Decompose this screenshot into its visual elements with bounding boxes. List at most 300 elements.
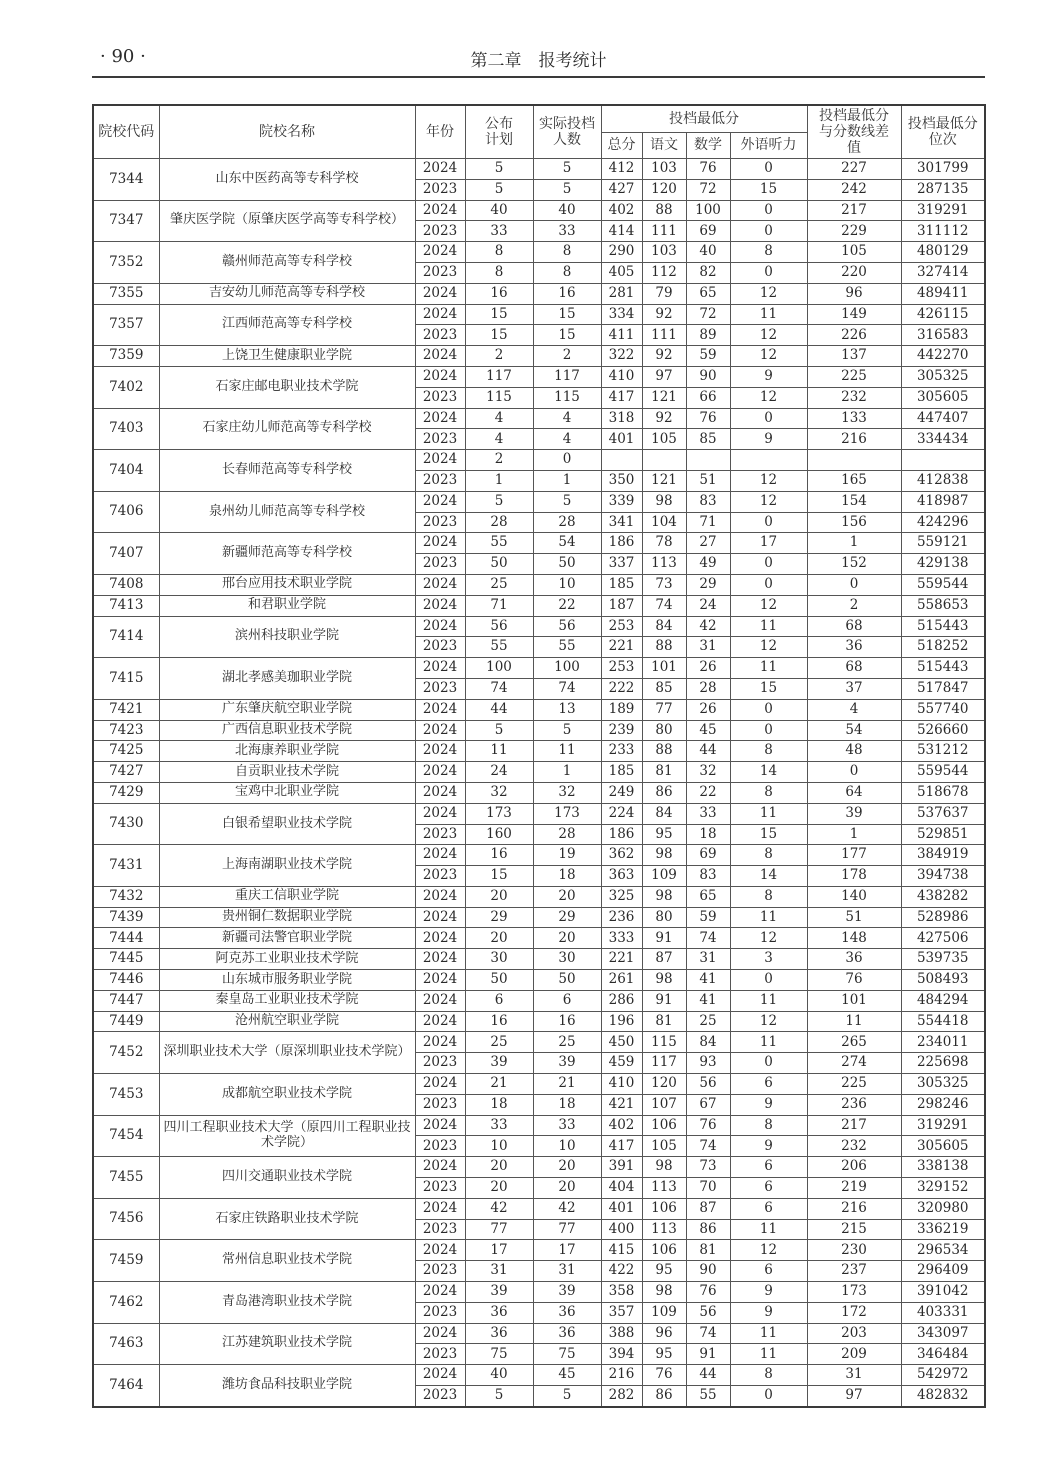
cell-year: 2024 [415,1240,465,1261]
cell-chinese: 105 [642,1136,686,1157]
cell-plan: 8 [465,242,533,263]
cell-foreign: 12 [730,387,807,408]
school-name: 贵州铜仁数据职业学院 [159,907,415,928]
cell-plan: 74 [465,678,533,699]
cell-rank: 539735 [901,949,985,970]
admission-score-table [92,104,986,1408]
cell-diff: 51 [807,907,901,928]
cell-total: 196 [601,1011,642,1032]
cell-plan: 29 [465,907,533,928]
cell-foreign: 11 [730,907,807,928]
school-name: 石家庄邮电职业技术学院 [159,366,415,408]
cell-actual: 5 [533,159,601,180]
school-name: 邢台应用技术职业学院 [159,574,415,595]
col-header-code: 院校代码 [93,105,159,159]
cell-actual: 8 [533,262,601,283]
cell-plan: 4 [465,429,533,450]
cell-math: 76 [686,408,730,429]
cell-foreign: 0 [730,408,807,429]
col-header-actual [533,105,601,159]
cell-foreign: 11 [730,1344,807,1365]
cell-foreign: 6 [730,1157,807,1178]
cell-total: 224 [601,803,642,824]
cell-actual: 32 [533,782,601,803]
cell-rank: 343097 [901,1323,985,1344]
cell-math: 71 [686,512,730,533]
cell-math: 18 [686,824,730,845]
cell-actual: 1 [533,470,601,491]
cell-rank: 508493 [901,970,985,991]
cell-foreign [730,450,807,471]
cell-year: 2024 [415,720,465,741]
cell-diff: 219 [807,1178,901,1199]
cell-math: 72 [686,179,730,200]
school-code: 7406 [93,491,159,533]
cell-diff: 156 [807,512,901,533]
cell-math: 69 [686,845,730,866]
cell-year: 2024 [415,990,465,1011]
cell-year: 2023 [415,1219,465,1240]
page-number: · 90 · [100,46,146,67]
cell-year: 2023 [415,1178,465,1199]
cell-plan: 39 [465,1053,533,1074]
col-header-math: 数学 [686,133,730,159]
cell-chinese: 77 [642,699,686,720]
cell-chinese: 98 [642,1282,686,1303]
cell-total: 318 [601,408,642,429]
cell-year: 2024 [415,1198,465,1219]
cell-chinese: 96 [642,1323,686,1344]
cell-rank: 316583 [901,325,985,346]
cell-chinese: 85 [642,678,686,699]
cell-total: 334 [601,304,642,325]
cell-foreign: 0 [730,221,807,242]
school-code: 7427 [93,762,159,783]
cell-chinese: 76 [642,1365,686,1386]
cell-actual: 39 [533,1282,601,1303]
school-code: 7463 [93,1323,159,1365]
cell-total: 185 [601,574,642,595]
cell-actual: 13 [533,699,601,720]
cell-diff: 172 [807,1302,901,1323]
cell-total: 415 [601,1240,642,1261]
table-row [93,1157,985,1178]
cell-total: 239 [601,720,642,741]
cell-actual: 1 [533,762,601,783]
cell-actual: 77 [533,1219,601,1240]
cell-actual: 33 [533,221,601,242]
cell-year: 2024 [415,949,465,970]
cell-rank: 346484 [901,1344,985,1365]
table-row [93,658,985,679]
table-row [93,595,985,616]
cell-total: 401 [601,1198,642,1219]
cell-actual: 25 [533,1032,601,1053]
cell-foreign: 6 [730,1198,807,1219]
cell-math: 81 [686,1240,730,1261]
col-header-rank [901,105,985,159]
col-header-name: 院校名称 [159,105,415,159]
cell-math: 90 [686,1261,730,1282]
cell-chinese: 106 [642,1240,686,1261]
cell-plan: 31 [465,1261,533,1282]
school-code: 7347 [93,200,159,242]
cell-foreign: 11 [730,990,807,1011]
cell-total: 410 [601,1074,642,1095]
cell-total: 402 [601,200,642,221]
cell-year: 2024 [415,616,465,637]
school-name: 新疆师范高等专科学校 [159,533,415,575]
cell-math: 67 [686,1094,730,1115]
cell-actual: 42 [533,1198,601,1219]
cell-year: 2024 [415,886,465,907]
cell-foreign: 0 [730,200,807,221]
cell-rank: 296534 [901,1240,985,1261]
cell-rank: 305605 [901,387,985,408]
cell-actual: 5 [533,720,601,741]
cell-actual: 20 [533,1157,601,1178]
cell-total: 410 [601,366,642,387]
school-name: 上海南湖职业技术学院 [159,845,415,887]
cell-foreign: 6 [730,1074,807,1095]
cell-diff: 217 [807,200,901,221]
school-name: 泉州幼儿师范高等专科学校 [159,491,415,533]
cell-math: 59 [686,346,730,367]
school-code: 7444 [93,928,159,949]
cell-rank: 391042 [901,1282,985,1303]
cell-rank: 320980 [901,1198,985,1219]
cell-foreign: 11 [730,1032,807,1053]
cell-math: 83 [686,491,730,512]
cell-foreign: 11 [730,304,807,325]
cell-rank: 482832 [901,1386,985,1407]
cell-math: 40 [686,242,730,263]
cell-rank: 438282 [901,886,985,907]
cell-foreign: 12 [730,928,807,949]
cell-math: 29 [686,574,730,595]
school-name: 四川交通职业技术学院 [159,1157,415,1199]
cell-chinese: 74 [642,595,686,616]
school-code: 7429 [93,782,159,803]
cell-math: 87 [686,1198,730,1219]
cell-chinese: 109 [642,1302,686,1323]
cell-diff: 237 [807,1261,901,1282]
school-name: 重庆工信职业学院 [159,886,415,907]
school-code: 7447 [93,990,159,1011]
cell-year: 2024 [415,304,465,325]
cell-chinese: 91 [642,928,686,949]
cell-chinese: 104 [642,512,686,533]
cell-year: 2023 [415,554,465,575]
cell-total: 253 [601,616,642,637]
cell-foreign: 0 [730,720,807,741]
cell-actual: 11 [533,741,601,762]
table-row [93,762,985,783]
table-row [93,699,985,720]
cell-plan: 2 [465,450,533,471]
cell-total: 221 [601,637,642,658]
cell-diff: 226 [807,325,901,346]
cell-diff: 31 [807,1365,901,1386]
cell-foreign: 0 [730,262,807,283]
cell-diff: 76 [807,970,901,991]
school-code: 7421 [93,699,159,720]
cell-plan: 33 [465,1115,533,1136]
cell-diff: 36 [807,637,901,658]
school-name: 广东肇庆航空职业学院 [159,699,415,720]
table-row [93,1032,985,1053]
cell-chinese: 120 [642,1074,686,1095]
cell-diff: 2 [807,595,901,616]
cell-foreign: 12 [730,1240,807,1261]
cell-plan: 173 [465,803,533,824]
cell-chinese: 78 [642,533,686,554]
cell-year: 2024 [415,803,465,824]
cell-year: 2024 [415,1011,465,1032]
cell-rank: 412838 [901,470,985,491]
cell-total: 417 [601,387,642,408]
table-row [93,408,985,429]
school-name: 北海康养职业学院 [159,741,415,762]
cell-math: 51 [686,470,730,491]
cell-foreign: 8 [730,741,807,762]
cell-total: 189 [601,699,642,720]
cell-diff: 68 [807,616,901,637]
cell-plan: 40 [465,200,533,221]
col-header-plan [465,105,533,159]
cell-diff: 230 [807,1240,901,1261]
cell-rank: 234011 [901,1032,985,1053]
cell-chinese: 79 [642,283,686,304]
cell-math: 83 [686,866,730,887]
cell-year: 2024 [415,928,465,949]
cell-foreign: 9 [730,1094,807,1115]
cell-diff: 68 [807,658,901,679]
cell-diff: 64 [807,782,901,803]
col-header-rank-text: 投档最低分位次 [907,115,978,148]
cell-chinese: 120 [642,179,686,200]
col-header-chinese: 语文 [642,133,686,159]
cell-actual: 16 [533,283,601,304]
cell-diff: 173 [807,1282,901,1303]
table-row [93,159,985,180]
cell-year: 2024 [415,200,465,221]
cell-year: 2024 [415,1365,465,1386]
cell-plan: 20 [465,1157,533,1178]
cell-year: 2024 [415,782,465,803]
cell-chinese: 88 [642,741,686,762]
school-name: 秦皇岛工业职业技术学院 [159,990,415,1011]
cell-chinese: 106 [642,1115,686,1136]
cell-plan: 15 [465,866,533,887]
school-name: 上饶卫生健康职业学院 [159,346,415,367]
table-row [93,283,985,304]
school-code: 7402 [93,366,159,408]
school-code: 7452 [93,1032,159,1074]
school-code: 7407 [93,533,159,575]
school-code: 7404 [93,450,159,492]
cell-chinese: 98 [642,1157,686,1178]
cell-diff: 165 [807,470,901,491]
cell-total: 286 [601,990,642,1011]
cell-year: 2024 [415,1032,465,1053]
cell-foreign: 12 [730,1011,807,1032]
cell-total: 394 [601,1344,642,1365]
cell-actual: 6 [533,990,601,1011]
table-row [93,886,985,907]
cell-math: 25 [686,1011,730,1032]
cell-math: 74 [686,1136,730,1157]
cell-rank: 515443 [901,616,985,637]
cell-total: 358 [601,1282,642,1303]
cell-math: 56 [686,1302,730,1323]
cell-total: 414 [601,221,642,242]
cell-year: 2024 [415,574,465,595]
cell-foreign: 9 [730,1136,807,1157]
cell-total: 186 [601,533,642,554]
cell-rank: 418987 [901,491,985,512]
table-row [93,491,985,512]
school-code: 7449 [93,1011,159,1032]
cell-foreign: 17 [730,533,807,554]
cell-math: 90 [686,366,730,387]
cell-math [686,450,730,471]
cell-rank: 426115 [901,304,985,325]
school-code: 7425 [93,741,159,762]
school-code: 7430 [93,803,159,845]
cell-diff: 227 [807,159,901,180]
cell-total: 236 [601,907,642,928]
cell-math: 42 [686,616,730,637]
school-name: 石家庄幼儿师范高等专科学校 [159,408,415,450]
school-name: 深圳职业技术大学（原深圳职业技术学院） [159,1032,415,1074]
cell-chinese: 95 [642,1344,686,1365]
cell-year: 2024 [415,1074,465,1095]
cell-plan: 2 [465,346,533,367]
table-row [93,242,985,263]
cell-actual: 74 [533,678,601,699]
cell-year: 2023 [415,1136,465,1157]
col-header-diff [807,105,901,159]
cell-rank: 447407 [901,408,985,429]
cell-year: 2023 [415,470,465,491]
cell-foreign: 11 [730,1323,807,1344]
cell-year: 2024 [415,970,465,991]
col-header-diff-text: 投档最低分与分数线差值 [818,107,889,157]
cell-chinese: 121 [642,470,686,491]
cell-chinese: 80 [642,907,686,928]
table-row [93,782,985,803]
cell-actual: 33 [533,1115,601,1136]
cell-total: 337 [601,554,642,575]
cell-chinese: 81 [642,1011,686,1032]
cell-chinese: 88 [642,200,686,221]
cell-plan: 10 [465,1136,533,1157]
school-code: 7431 [93,845,159,887]
cell-rank: 424296 [901,512,985,533]
table-row [93,907,985,928]
cell-foreign: 14 [730,866,807,887]
cell-total: 422 [601,1261,642,1282]
cell-chinese: 87 [642,949,686,970]
cell-chinese: 111 [642,221,686,242]
cell-math: 74 [686,928,730,949]
school-name: 潍坊食品科技职业学院 [159,1365,415,1407]
cell-rank: 542972 [901,1365,985,1386]
cell-diff: 229 [807,221,901,242]
school-name: 赣州师范高等专科学校 [159,242,415,284]
cell-rank: 329152 [901,1178,985,1199]
cell-actual: 54 [533,533,601,554]
col-header-min-score-group: 投档最低分 [601,105,807,133]
cell-plan: 28 [465,512,533,533]
table-row [93,845,985,866]
cell-actual: 56 [533,616,601,637]
cell-foreign: 0 [730,574,807,595]
cell-foreign: 14 [730,762,807,783]
cell-math: 85 [686,429,730,450]
cell-year: 2024 [415,699,465,720]
cell-plan: 5 [465,179,533,200]
cell-plan: 77 [465,1219,533,1240]
table-body [93,159,985,1407]
cell-math: 31 [686,637,730,658]
cell-rank: 296409 [901,1261,985,1282]
cell-foreign: 11 [730,658,807,679]
cell-actual: 5 [533,491,601,512]
cell-diff: 216 [807,1198,901,1219]
cell-year: 2024 [415,159,465,180]
cell-rank: 305325 [901,366,985,387]
cell-foreign: 0 [730,970,807,991]
school-code: 7408 [93,574,159,595]
cell-actual: 100 [533,658,601,679]
cell-actual: 15 [533,304,601,325]
cell-diff: 220 [807,262,901,283]
cell-foreign: 6 [730,1261,807,1282]
cell-actual: 40 [533,200,601,221]
cell-year: 2024 [415,408,465,429]
cell-math: 59 [686,907,730,928]
cell-actual: 5 [533,179,601,200]
cell-math: 31 [686,949,730,970]
cell-actual: 8 [533,242,601,263]
cell-year: 2024 [415,346,465,367]
cell-rank: 559121 [901,533,985,554]
cell-total: 281 [601,283,642,304]
cell-total: 363 [601,866,642,887]
cell-diff: 11 [807,1011,901,1032]
school-name: 自贡职业技术学院 [159,762,415,783]
cell-year: 2024 [415,1323,465,1344]
cell-diff: 39 [807,803,901,824]
cell-chinese: 92 [642,346,686,367]
cell-chinese: 95 [642,1261,686,1282]
school-code: 7446 [93,970,159,991]
cell-math: 69 [686,221,730,242]
cell-year: 2024 [415,595,465,616]
school-code: 7456 [93,1198,159,1240]
cell-chinese: 95 [642,824,686,845]
cell-plan: 75 [465,1344,533,1365]
cell-diff: 54 [807,720,901,741]
table-row [93,1365,985,1386]
cell-year: 2024 [415,845,465,866]
cell-plan: 30 [465,949,533,970]
school-name: 和君职业学院 [159,595,415,616]
table-row [93,574,985,595]
cell-total: 459 [601,1053,642,1074]
